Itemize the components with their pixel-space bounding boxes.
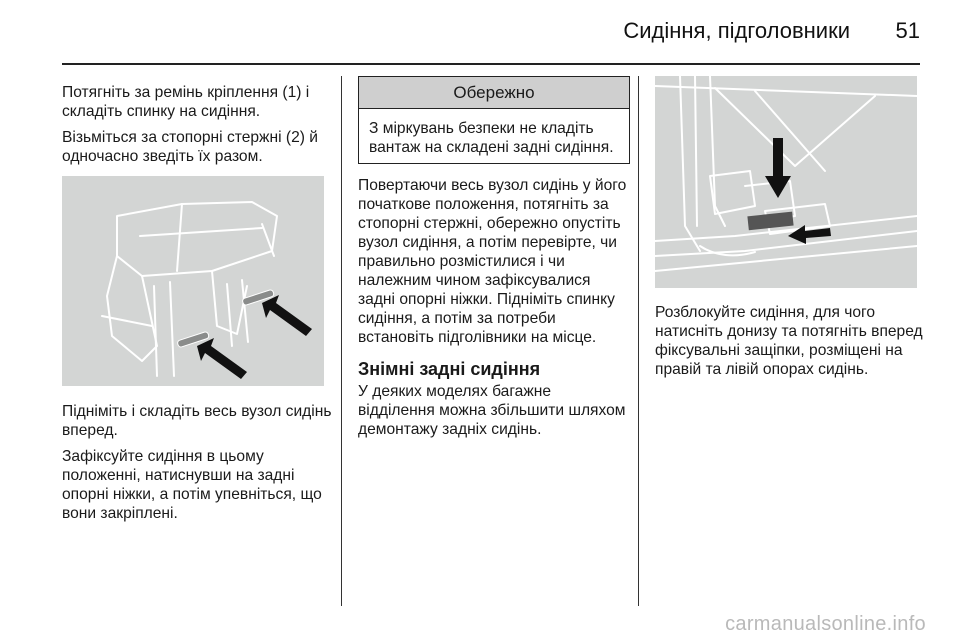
- seat-latch-illustration: [655, 76, 917, 288]
- section-heading: Знімні задні сидіння: [358, 359, 541, 379]
- column-divider-left: [341, 76, 342, 606]
- page-number: 51: [895, 18, 920, 43]
- paragraph: Візьміться за стопорні стержні (2) й одночасно зведіть їх разом.: [62, 129, 319, 165]
- paragraph: У деяких моделях багажне відділення можна збільшити шляхом демонтажу задніх сидінь.: [358, 383, 626, 438]
- seat-latch-drawing: [655, 76, 917, 288]
- column-middle: [358, 76, 630, 446]
- column-right: [655, 303, 923, 386]
- page-header-title: Сидіння, підголовники: [623, 18, 850, 43]
- caution-notice: [358, 76, 630, 164]
- paragraph: Розблокуйте сидіння, для чого натисніть донизу та потягніть вперед фіксувальні защіпки, розміщені на правій та лівій опорах сидінь.: [655, 304, 923, 378]
- header-divider: [62, 63, 920, 65]
- caution-notice-title: Обережно: [359, 77, 629, 109]
- paragraph: Підніміть і складіть весь вузол сидінь вперед.: [62, 403, 332, 439]
- caution-notice-text: З міркувань безпеки не кладіть вантаж на складені задні сидіння.: [369, 120, 614, 156]
- watermark: carmanualsonline.info: [725, 613, 926, 635]
- paragraph: Потягніть за ремінь кріплення (1) і складіть спинку на сидіння.: [62, 84, 310, 120]
- paragraph: Зафіксуйте сидіння в цьому положенні, натиснувши на задні опорні ніжки, а потім упевніться, що вони закріплені.: [62, 448, 322, 522]
- paragraph: Повертаючи весь вузол сидінь у його початкове положення, потягніть за стопорні стержні, обережно опустіть вузол сидіння, а потім перевірте, чи правильно розмістилися і чи належним чином зафіксувалися задні опорні ніжки. Підніміть спинку сидіння, а потім за потреби встановіть підголівники на місце.: [358, 177, 627, 346]
- folded-seat-illustration: [62, 176, 324, 386]
- column-left: [62, 83, 332, 530]
- folded-seat-drawing: [62, 176, 324, 386]
- column-divider-right: [638, 76, 639, 606]
